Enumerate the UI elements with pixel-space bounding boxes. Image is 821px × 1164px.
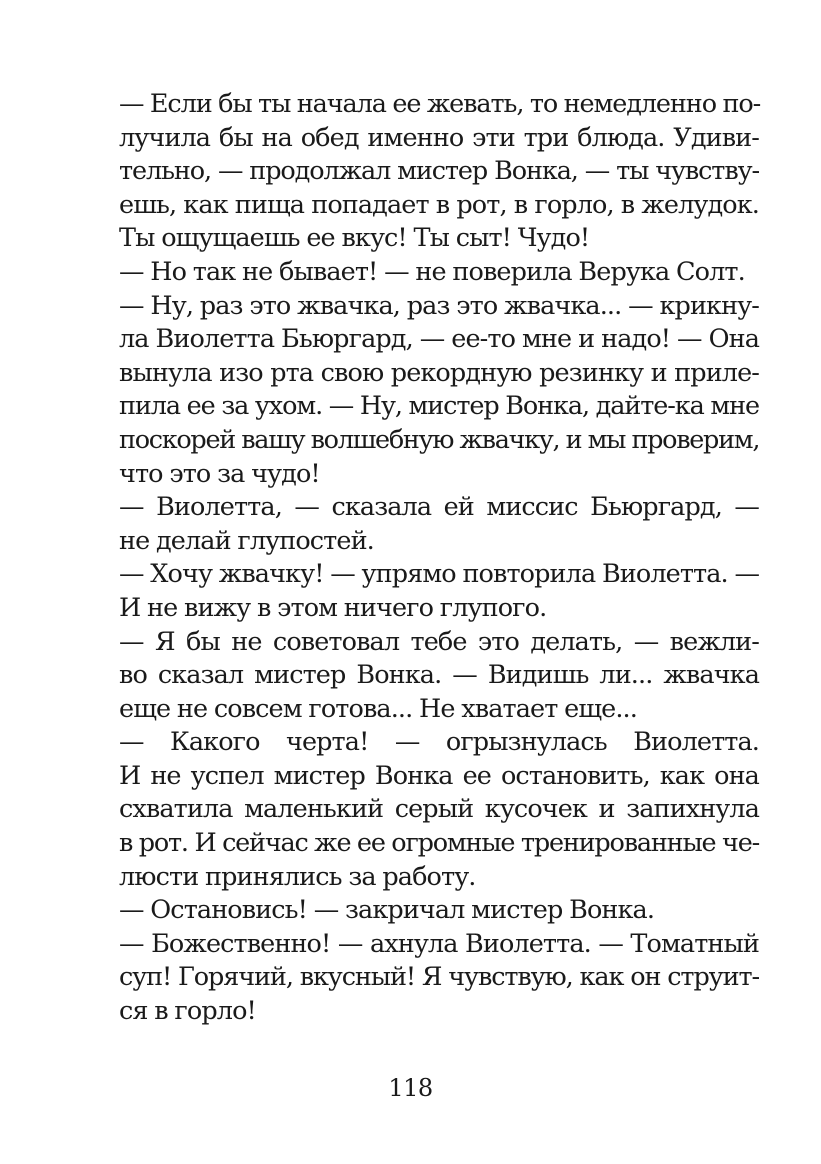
text-line: И не вижу в этом ничего глупого. [119,592,547,623]
text-line: во сказал мистер Вонка. — Видишь ли... жвачка [119,660,759,691]
body-text [119,88,759,1029]
text-line: Ты ощущаешь ее вкус! Ты сыт! Чудо! [119,223,590,254]
text-line: поскорей вашу волшебную жвачку, и мы проверим, [119,424,760,455]
text-line: — Остановись! — закричал мистер Вонка. [119,895,655,926]
page-number: 118 [388,1074,433,1102]
text-line: И не успел мистер Вонка ее остановить, как она [119,760,759,791]
text-line: — Божественно! — ахнула Виолетта. — Томатный [119,928,759,959]
text-line: вынула изо рта свою рекордную резинку и приле- [119,357,759,388]
text-line: — Ну, раз это жвачка, раз это жвачка... — крикну- [119,290,759,321]
text-line: схватила маленький серый кусочек и запихнула [119,794,759,825]
text-line: лучила бы на обед именно эти три блюда. Удиви- [119,122,759,153]
text-line: — Если бы ты начала ее жевать, то немедленно по- [119,89,761,119]
text-line: ла Виолетта Бьюргард, — ее-то мне и надо! — Она [119,324,759,355]
text-line: что это за чудо! [119,458,320,489]
text-line: — Я бы не советовал тебе это делать, — вежли- [119,626,759,657]
text-line: пила ее за ухом. — Ну, мистер Вонка, дайте-ка мне [119,391,759,422]
text-line: — Какого черта! — огрызнулась Виолетта. [119,727,759,758]
text-line: — Хочу жвачку! — упрямо повторила Виолетта. — [119,559,760,590]
text-line: — Но так не бывает! — не поверила Верука Солт. [119,256,745,287]
text-line: люсти принялись за работу. [119,861,476,892]
text-line: тельно, — продолжал мистер Вонка, — ты чувству- [119,156,759,187]
text-line: в рот. И сейчас же ее огромные тренированные че- [119,828,759,859]
text-line: ешь, как пища попадает в рот, в горло, в желудок. [119,189,759,220]
text-line: — Виолетта, — сказала ей миссис Бьюргард, — [119,492,759,523]
text-line: ся в горло! [119,996,256,1027]
text-line: суп! Горячий, вкусный! Я чувствую, как он струит- [119,962,759,993]
text-line: не делай глупостей. [119,525,374,556]
text-line: еще не совсем готова... Не хватает еще... [119,693,637,724]
